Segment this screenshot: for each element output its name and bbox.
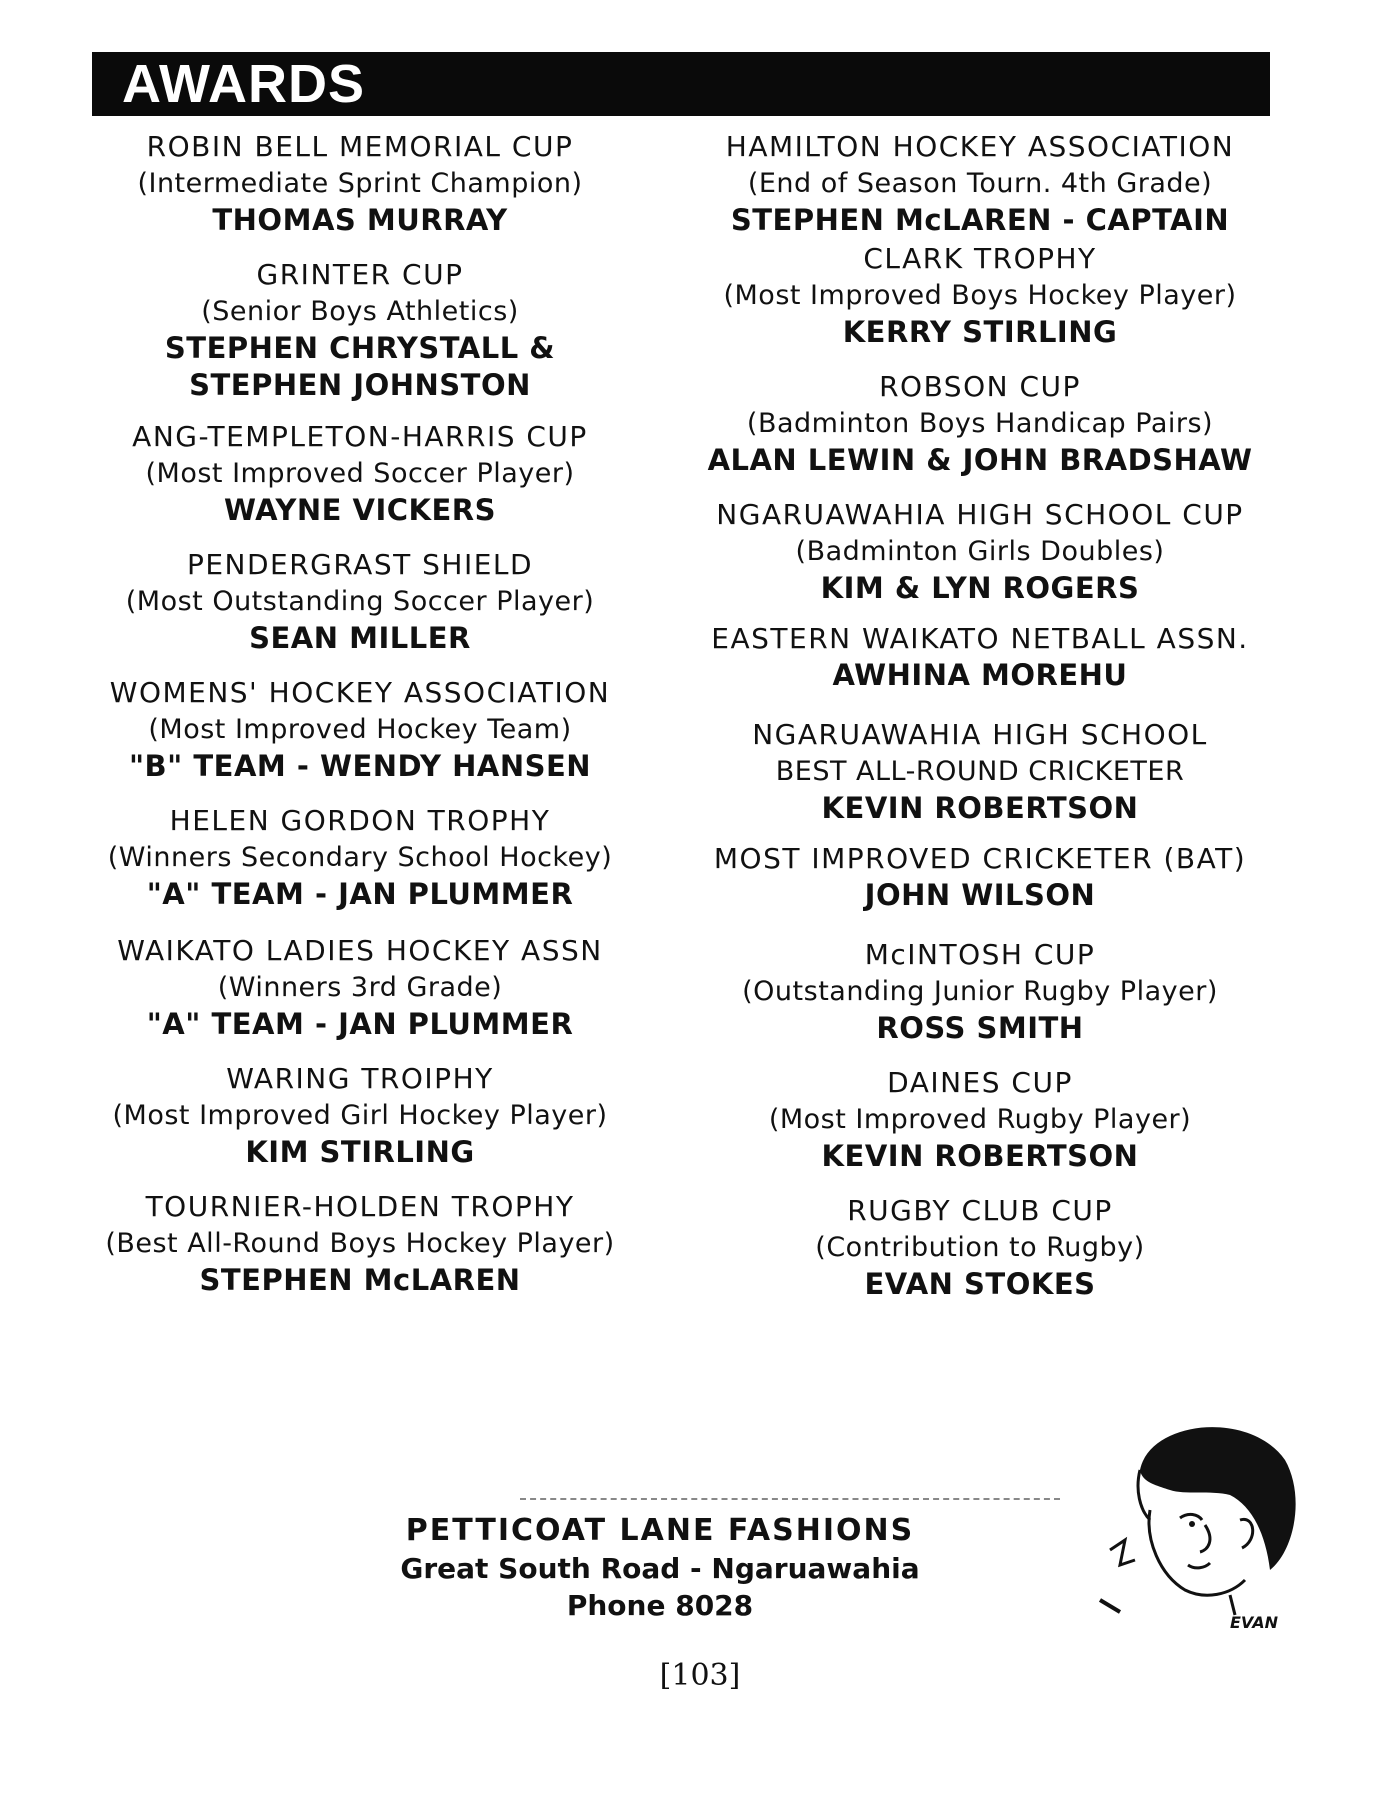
award-entry: [40, 128, 680, 239]
award-entry: [40, 932, 680, 1043]
award-winner: EVAN STOKES: [864, 1267, 1096, 1301]
award-entry: [40, 256, 680, 404]
award-entry: [40, 546, 680, 657]
award-entry: [650, 936, 1310, 1047]
award-title: EASTERN WAIKATO NETBALL ASSN.: [711, 622, 1249, 655]
award-winner: STEPHEN McLAREN - CAPTAIN: [730, 203, 1230, 237]
award-entry: [650, 128, 1310, 239]
award-description: (Most Improved Soccer Player): [145, 458, 575, 489]
sponsor-address: Great South Road - Ngaruawahia: [400, 1552, 920, 1585]
award-description: (Badminton Girls Doubles): [795, 536, 1165, 567]
award-title: DAINES CUP: [887, 1066, 1073, 1099]
award-winner: WAYNE VICKERS: [223, 493, 497, 527]
award-winner: STEPHEN JOHNSTON: [189, 368, 531, 402]
award-title: ROBSON CUP: [879, 370, 1081, 403]
award-title: RUGBY CLUB CUP: [847, 1194, 1113, 1227]
award-title: CLARK TROPHY: [863, 242, 1097, 275]
award-winner: AWHINA MOREHU: [832, 658, 1128, 692]
sponsor-block: [330, 1512, 990, 1624]
award-winner: SEAN MILLER: [249, 621, 471, 655]
award-title: ANG-TEMPLETON-HARRIS CUP: [132, 420, 588, 453]
award-title: MOST IMPROVED CRICKETER (BAT): [713, 842, 1247, 875]
award-title: NGARUAWAHIA HIGH SCHOOL CUP: [716, 498, 1244, 531]
award-winner: "A" TEAM - JAN PLUMMER: [146, 1007, 574, 1041]
award-description: (Winners Secondary School Hockey): [107, 842, 613, 873]
award-description: BEST ALL-ROUND CRICKETER: [775, 756, 1185, 787]
award-title: PENDERGRAST SHIELD: [186, 548, 534, 581]
award-winner: KEVIN ROBERTSON: [821, 1139, 1139, 1173]
award-entry: [40, 674, 680, 785]
award-description: (Contribution to Rugby): [815, 1232, 1145, 1263]
award-description: (Intermediate Sprint Champion): [137, 168, 583, 199]
page-title: AWARDS: [122, 54, 366, 114]
award-description: (Most Improved Hockey Team): [148, 714, 572, 745]
award-title: TOURNIER-HOLDEN TROPHY: [145, 1190, 575, 1223]
award-winner: "B" TEAM - WENDY HANSEN: [128, 749, 592, 783]
award-title: WAIKATO LADIES HOCKEY ASSN: [117, 934, 603, 967]
divider-rule: [520, 1498, 1060, 1500]
sponsor-name: PETTICOAT LANE FASHIONS: [405, 1513, 915, 1548]
award-description: (Most Outstanding Soccer Player): [125, 586, 595, 617]
cartoon-signature: EVAN: [1230, 1613, 1278, 1630]
award-winner: ROSS SMITH: [876, 1011, 1084, 1045]
award-winner: KIM STIRLING: [245, 1135, 475, 1169]
award-entry: [40, 1188, 680, 1299]
award-entry: [40, 418, 680, 529]
award-title: WOMENS' HOCKEY ASSOCIATION: [109, 676, 611, 709]
award-title: NGARUAWAHIA HIGH SCHOOL: [752, 718, 1208, 751]
award-title: GRINTER CUP: [256, 258, 464, 291]
cartoon-portrait-illustration: [1080, 1400, 1320, 1630]
award-winner: KEVIN ROBERTSON: [821, 791, 1139, 825]
award-title: WARING TROIPHY: [226, 1062, 494, 1095]
award-entry: [40, 1060, 680, 1171]
award-entry: [650, 716, 1310, 827]
award-winner: KERRY STIRLING: [842, 315, 1118, 349]
award-entry: [650, 496, 1310, 607]
award-winner: JOHN WILSON: [864, 878, 1096, 912]
award-description: (End of Season Tourn. 4th Grade): [747, 168, 1213, 199]
award-description: (Most Improved Rugby Player): [768, 1104, 1192, 1135]
award-winner: KIM & LYN ROGERS: [820, 571, 1140, 605]
award-description: (Most Improved Girl Hockey Player): [112, 1100, 608, 1131]
award-winner: STEPHEN McLAREN: [199, 1263, 521, 1297]
award-entry: [40, 802, 680, 913]
award-entry: [650, 1064, 1310, 1175]
award-entry: [650, 840, 1310, 914]
page-number: [103]: [659, 1658, 741, 1693]
award-description: (Outstanding Junior Rugby Player): [742, 976, 1218, 1007]
award-title: McINTOSH CUP: [864, 938, 1096, 971]
award-entry: [650, 368, 1310, 479]
award-description: (Senior Boys Athletics): [201, 296, 519, 327]
award-entry: [650, 240, 1310, 351]
award-description: (Badminton Boys Handicap Pairs): [746, 408, 1214, 439]
award-description: (Best All-Round Boys Hockey Player): [105, 1228, 615, 1259]
award-description: (Winners 3rd Grade): [217, 972, 503, 1003]
sponsor-phone: Phone 8028: [566, 1589, 754, 1622]
award-title: HELEN GORDON TROPHY: [169, 804, 551, 837]
award-title: ROBIN BELL MEMORIAL CUP: [146, 130, 574, 163]
awards-header-bar: [92, 52, 1270, 116]
award-entry: [650, 1192, 1310, 1303]
award-winner: ALAN LEWIN & JOHN BRADSHAW: [707, 443, 1253, 477]
award-winner: THOMAS MURRAY: [212, 203, 508, 237]
award-title: HAMILTON HOCKEY ASSOCIATION: [725, 130, 1235, 163]
award-entry: [650, 620, 1310, 694]
award-description: (Most Improved Boys Hockey Player): [723, 280, 1237, 311]
award-winner: STEPHEN CHRYSTALL &: [164, 331, 556, 365]
award-winner: "A" TEAM - JAN PLUMMER: [146, 877, 574, 911]
